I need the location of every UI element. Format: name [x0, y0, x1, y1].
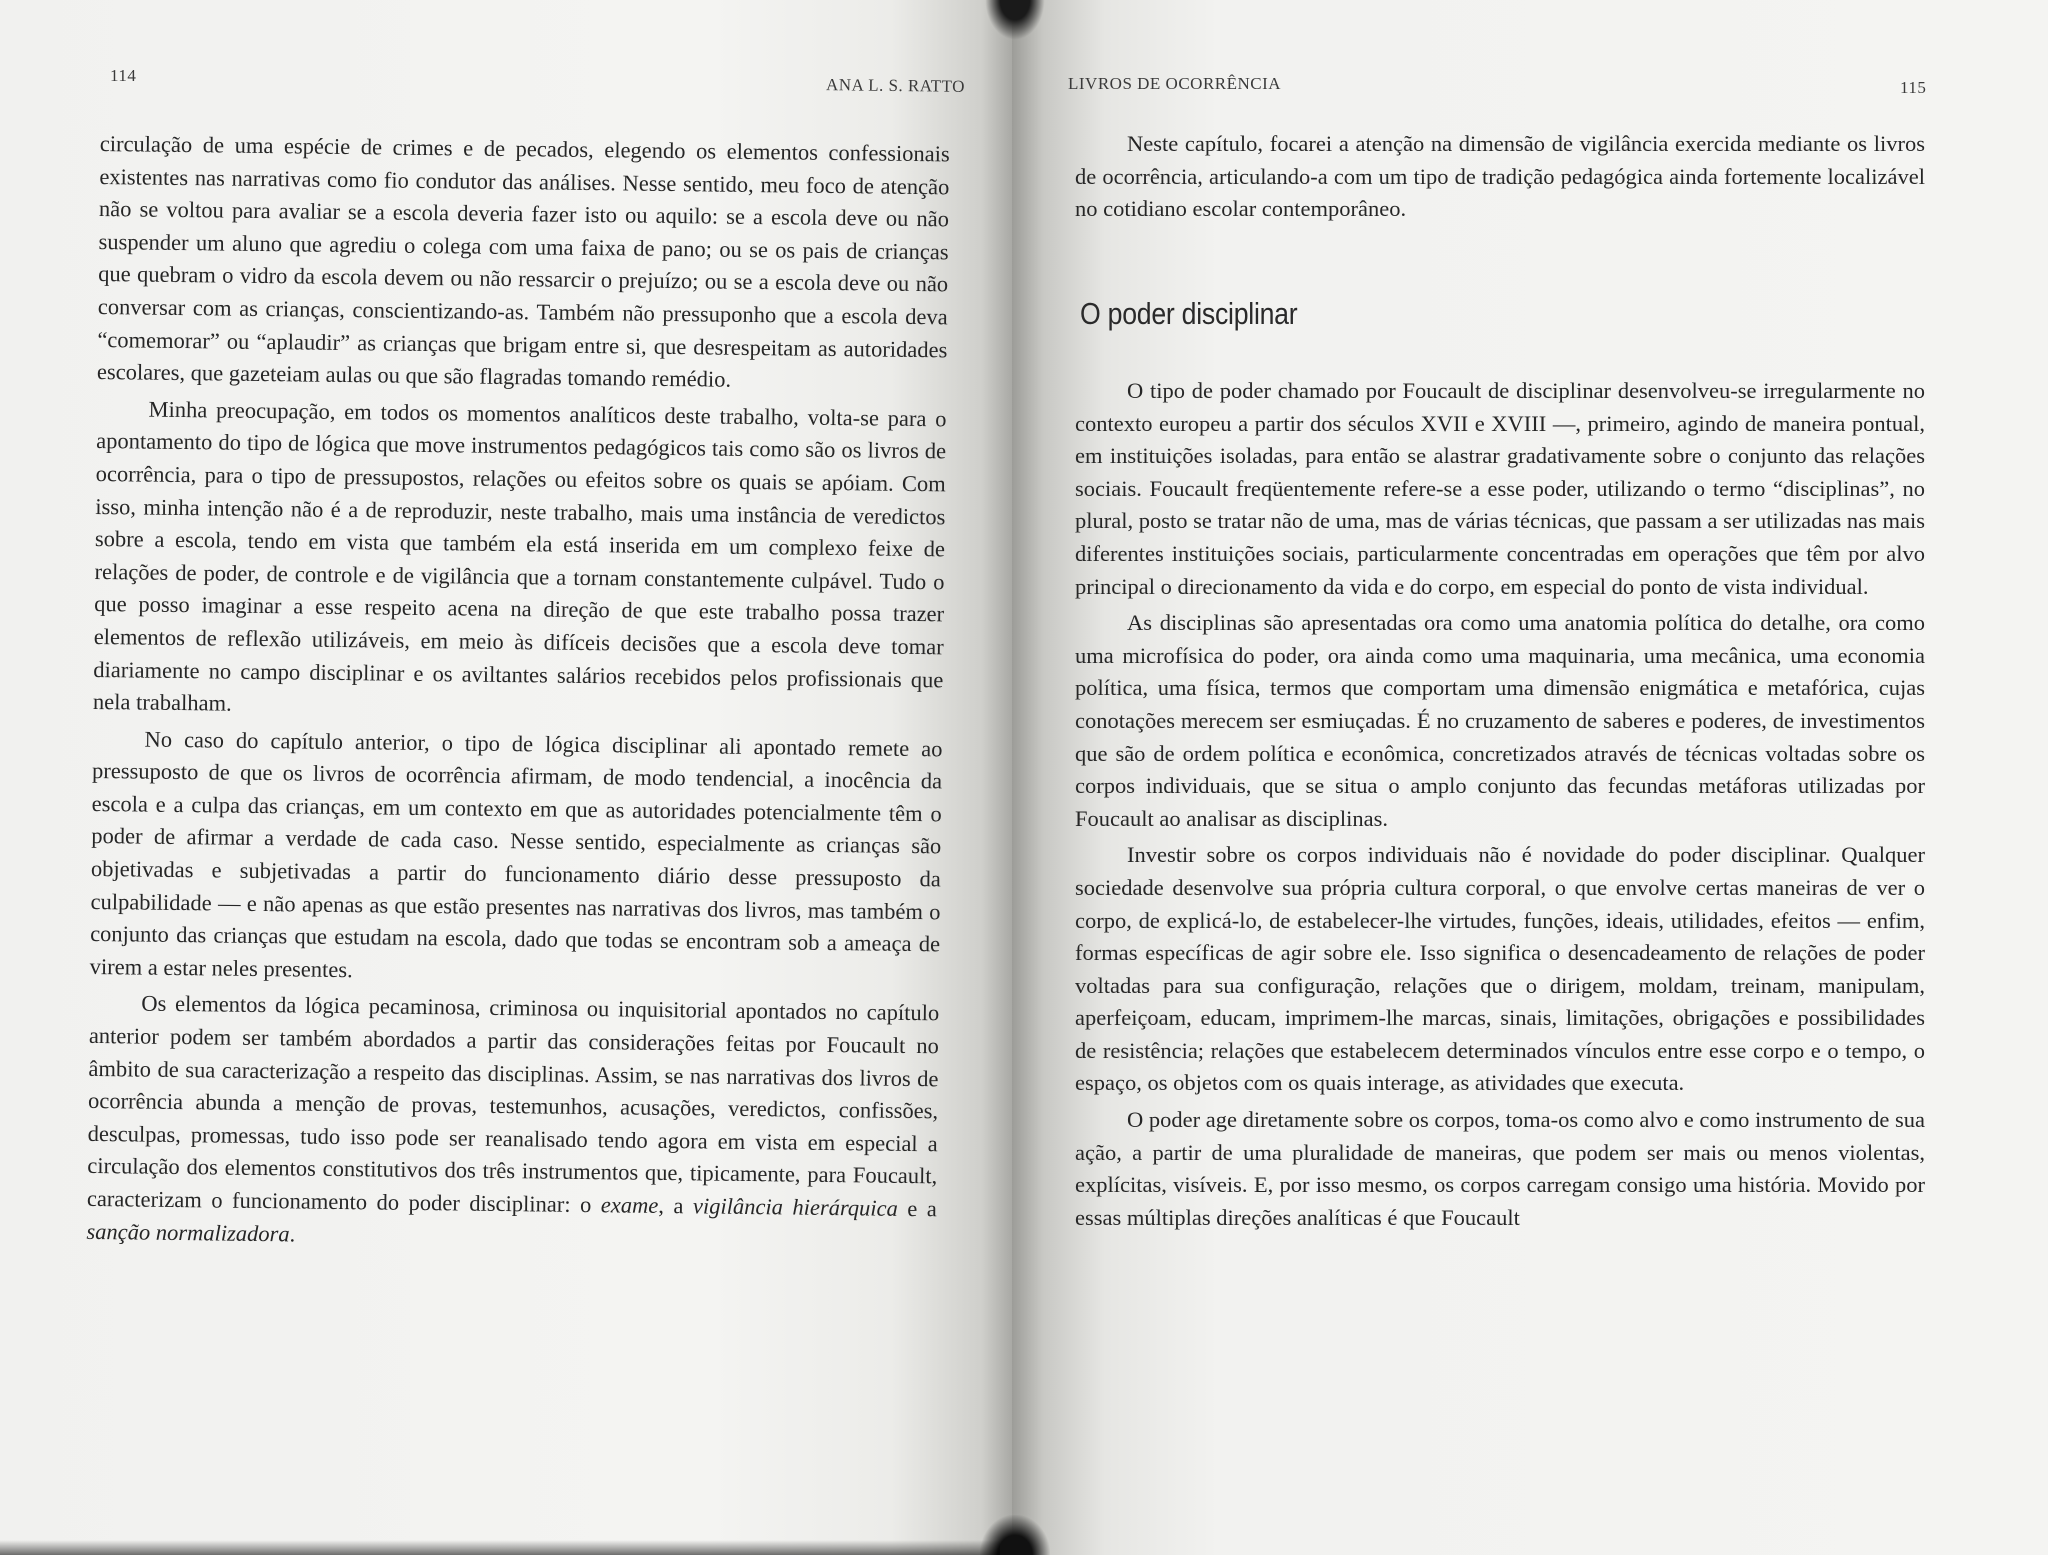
- right-page-body: [1075, 375, 1925, 1238]
- left-paragraph-2: Minha preocupação, em todos os momentos analíticos deste trabalho, volta-se para o apontamento do tipo de lógica que move instrumentos pedagógicos tais como são os livros de ocorrência, para o tipo de pressupostos, relações ou efeitos sobre os quais se apóiam. Com isso, minha intenção não é a de reproduzir, neste trabalho, mais uma instância de veredictos sobre a escola, tendo em vista que também ela está inserida em um complexo feixe de relações de poder, de controle e de vigilância que a tornam constantemente culpável. Tudo o que posso imaginar a esse respeito acena na direção de que este trabalho possa trazer elementos de reflexão utilizáveis, em meio às difíceis decisões que a escola deve tomar diariamente no campo disciplinar e os aviltantes salários recebidos pelos profissionais que nela trabalham.: [92, 396, 947, 716]
- left-paragraph-3: No caso do capítulo anterior, o tipo de lógica disciplinar ali apontado remete ao pressuposto de que os livros de ocorrência afirmam, de modo tendencial, a inocência da escola e a culpa das crianças, em um contexto em que as autoridades potencialmente têm o poder de afirmar a verdade de cada caso. Nesse sentido, especialmente as crianças são objetivadas e subjetivadas a partir do funcionamento diário desse pressuposto da culpabilidade — e não apenas as que estão presentes nas narrativas dos livros, mas também o conjunto das crianças que estudam na escola, dado que todas se encontram sob a ameaça de virem a estar neles presentes.: [89, 726, 943, 982]
- italic-exame: exame: [600, 1192, 659, 1218]
- left-page-number: 114: [110, 66, 137, 85]
- paragraph-end: .: [289, 1220, 296, 1247]
- right-paragraph-2: As disciplinas são apresentadas ora como uma anatomia política do detalhe, ora como uma microfísica do poder, ora ainda como uma maquinaria, uma mecânica, uma economia política, uma física, termos que comportam uma dimensão enigmática e metafórica, cujas conotações merecem ser esmiuçadas. É no cruzamento de saberes e poderes, de investimentos que são de ordem política e econômica, concretizados através de técnicas voltadas sobre os corpos individuais, que se situa o amplo conjunto das fecundas metáforas utilizadas por Foucault ao analisar as disciplinas.: [1075, 610, 1925, 831]
- right-running-head: LIVROS DE OCORRÊNCIA: [1068, 74, 1282, 93]
- left-paragraph-4: [86, 987, 939, 1258]
- separator-1: , a: [658, 1192, 694, 1219]
- left-paragraph-1: circulação de uma espécie de crimes e de pecados, elegendo os elementos confessionais existentes nas narrativas como fio condutor das análises. Nesse sentido, meu foco de atenção não se voltou para avaliar se a escola deveria fazer isto ou aquilo: se a escola deve ou não suspender um aluno que agrediu o colega com uma faixa de pano; ou se os pais de crianças que quebram o vidro da escola devem ou não ressarcir o prejuízo; ou se a escola deve ou não conversar com as crianças, conscientizando-as. Também não pressuponho que a escola deva “comemorar” ou “aplaudir” as crianças que brigam entre si, que desrespeitam as autoridades escolares, que gazeteiam aulas ou que são flagradas tomando remédio.: [96, 130, 950, 392]
- italic-sancao: sanção normalizadora: [86, 1218, 290, 1246]
- right-intro-paragraph: Neste capítulo, focarei a atenção na dimensão de vigilância exercida mediante os livros de ocorrência, articulando-a com um tipo de tradição pedagógica ainda fortemente localizável no cotidiano escolar contemporâneo.: [1075, 131, 1925, 222]
- separator-2: e a: [897, 1195, 937, 1222]
- right-paragraph-4: O poder age diretamente sobre os corpos, toma-os como alvo e como instrumento de sua ação, a partir de uma pluralidade de maneiras, que podem ser mais ou menos violentas, explícitas, visíveis. E, por isso mesmo, os corpos carregam consigo uma história. Movido por essas múltiplas direções analíticas é que Foucault: [1075, 1107, 1925, 1230]
- left-page-body: [86, 128, 950, 1262]
- right-intro: [1075, 128, 1925, 230]
- right-page-number: 115: [1900, 78, 1927, 97]
- right-paragraph-1: O tipo de poder chamado por Foucault de disciplinar desenvolveu-se irregularmente no contexto europeu a partir dos séculos XVII e XVIII —, primeiro, agindo de maneira pontual, em instituições isoladas, para então se alastrar gradativamente sobre o conjunto das relações sociais. Foucault freqüentemente refere-se a esse poder, utilizando o termo “disciplinas”, no plural, posto se tratar não de uma, mas de várias técnicas, que passam a ser utilizadas nas mais diferentes instituições sociais, particularmente concentradas em operações que têm por alvo principal o direcionamento da vida e do corpo, em especial do ponto de vista individual.: [1075, 378, 1925, 599]
- right-paragraph-3: Investir sobre os corpos individuais não é novidade do poder disciplinar. Qualquer sociedade desenvolve sua própria cultura corporal, o que envolve certas maneiras de ver o corpo, de explicá-lo, de estabelecer-lhe virtudes, funções, ideais, utilidades, efeitos — enfim, formas específicas de agir sobre ele. Isso significa o desencadeamento de relações de poder voltadas para sua configuração, relações que o dirigem, moldam, treinam, manipulam, aperfeiçoam, educam, imprimem-lhe marcas, sinais, limitações, obrigações e possibilidades de resistência; relações que estabelecem determinados vínculos entre esse corpo e o tempo, o espaço, os objetos com os quais interage, as atividades que executa.: [1075, 842, 1925, 1096]
- scan-edge-shadow: [0, 1540, 1000, 1555]
- section-title: O poder disciplinar: [1080, 296, 1298, 331]
- left-running-head: ANA L. S. RATTO: [825, 75, 966, 96]
- left-paragraph-4-text: Os elementos da lógica pecaminosa, criminosa ou inquisitorial apontados no capítulo anterior podem ser também abordados a partir das considerações feitas por Foucault no âmbito de sua caracterização a respeito das disciplinas. Assim, se nas narrativas dos livros de ocorrência abunda a menção de provas, testemunhos, acusações, veredictos, confissões, desculpas, promessas, tudo isso pode ser reanalisado tendo agora em vista em especial a circulação dos elementos constitutivos dos três instrumentos que, tipicamente, para Foucault, caracterizam o funcionamento do poder disciplinar: o: [86, 991, 940, 1218]
- italic-vigilancia: vigilância hierárquica: [692, 1193, 898, 1221]
- gutter-shadow-top: [985, 0, 1045, 40]
